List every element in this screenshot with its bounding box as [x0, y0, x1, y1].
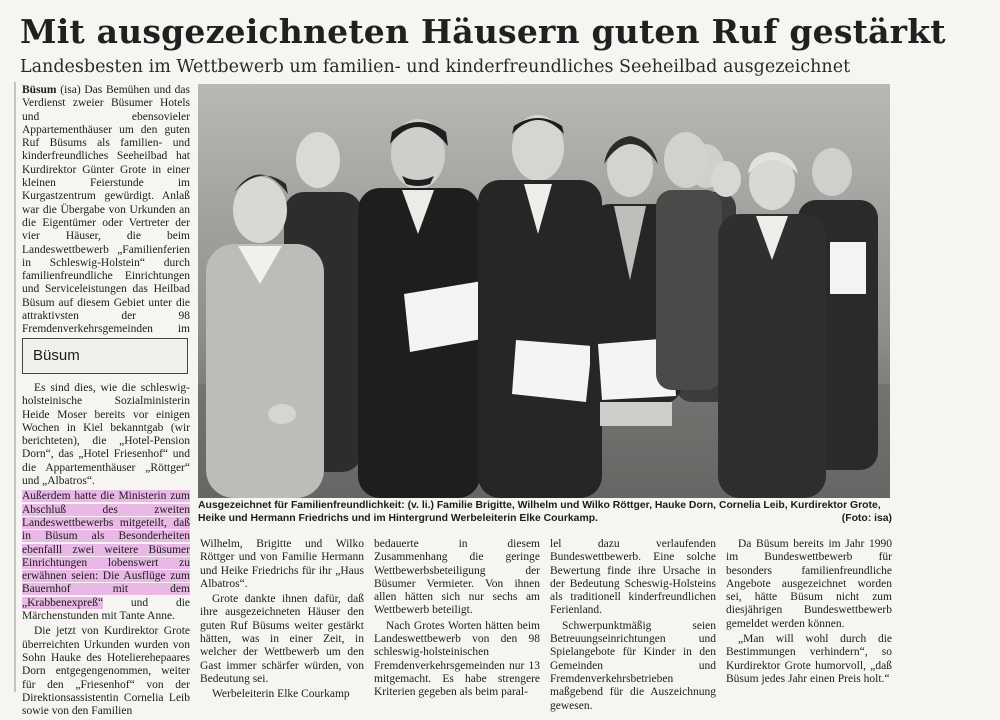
paragraph: Es sind dies, wie die schleswig-holsteinische Sozialministerin Heide Moser bereits vor einigen Wochen in Kiel bekanntgab (wir berichteten), die „Hotel-Pension Dorn“, das „Hotel Friesenhof“ und die Appartementhäuser „Röttger“ und „Albatros“.: [22, 382, 190, 488]
paragraph: Wilhelm, Brigitte und Wilko Röttger und von Familie Hermann und Heike Friedrichs für ihr „Haus Albatros“.: [200, 538, 364, 590]
column-1-lead: [22, 84, 190, 352]
paragraph: Schwerpunktmäßig seien Betreuungseinrichtungen und Spielangebote für Kinder in den Gemeinden und Fremdenverkehrsbetrieben maßgebend für die Auszeichnung gewesen.: [550, 619, 716, 712]
paragraph-continuation: und die Märchenstunden mit Tante Anne.: [22, 596, 190, 623]
left-margin-rule: [14, 82, 16, 692]
subheadline: Landesbesten im Wettbewerb um familien- und kinderfreundliches Seeheilbad ausgezeichnet: [20, 57, 851, 77]
photo-credit: (Foto: isa): [841, 513, 892, 524]
column-1-body: [22, 382, 190, 720]
paragraph: Grote dankte ihnen dafür, daß ihre ausgezeichneten Häuser den guten Ruf Büsums weiter gestärkt hätten, was in einer Zeit, in welcher der Wettbewerb um den Gast immer schärfer würden, von Bedeutung sei.: [200, 593, 364, 685]
location-box: Büsum: [22, 338, 188, 374]
caption-text: Ausgezeichnet für Familienfreundlichkeit: (v. li.) Familie Brigitte, Wilhelm und Wilko Röttger, Hauke Dorn, Cornelia Leib, Kurdirektor Grote, Heike und Hermann Friedrichs und im Hintergrund Werbeleiterin Elke Courkamp.: [198, 500, 881, 524]
photo-caption: [198, 499, 892, 525]
headline: Mit ausgezeichneten Häusern guten Ruf gestärkt: [20, 12, 946, 51]
paragraph: Nach Grotes Worten hätten beim Landeswettbewerb von den 98 schleswig-holsteinischen Fremdenverkehrsgemeinden nur 13 mitgemacht. Es habe strengere Kriterien gegeben als beim paral-: [374, 619, 540, 699]
column-4: [550, 538, 716, 715]
paragraph: lel dazu verlaufenden Bundeswettbewerb. Eine solche Bewertung finde ihre Ursache in der Bedeutung Scheswig-Holsteins als traditionell kinderfreundlichen Ferienland.: [550, 538, 716, 617]
paragraph: bedauerte in diesem Zusammenhang die geringe Wettbewerbsbeteiligung der Büsumer Vermieter. Von ihnen allen hätten sich nur sechs am Wettbewerb beteiligt.: [374, 538, 540, 617]
group-photo: [198, 84, 890, 498]
lead-paragraph: (isa) Das Bemühen und das Verdienst zweier Büsumer Hotels und ebensovieler Appartementhäuser um den guten Ruf Büsums als familien- und kinderfreundliches Seeheilbad hat Kurdirektor Günter Grote in einer kleinen Feierstunde im Kurgastzentrum gewürdigt. Anlaß war die Übergabe von Urkunden an die Eigentümer oder Vertreter der vier Häuser, die beim Landeswettbewerb „Familienferien in Schleswig-Holstein“ durch familienfreundliche Einrichtungen und Serviceleistungen das Heilbad Büsum auf diesem Gebiet unter die attraktivsten der 98 Fremdenverkehrsgemeinden im: [22, 84, 190, 336]
highlighted-passage: Außerdem hatte die Ministerin zum Abschluß des zweiten Landeswettbewerbs mitgeteilt, daß in Büsum als Besonderheiten ebenfalll zwei weitere Büsumer Einrichtungen lobenswert zu erwähnen seien: Die Ausflüge zum Bauernhof mit dem „Krabbenexpreß“: [22, 490, 190, 609]
column-5: [726, 538, 892, 688]
paragraph: Da Büsum bereits im Jahr 1990 im Bundeswettbewerb für besonders familienfreundliche Angebote ausgezeichnet worden sei, hätte Büsum nicht zum diesjährigen Bundeswettbewerb gemeldet werden können.: [726, 538, 892, 630]
column-3: [374, 538, 540, 702]
column-2: [200, 538, 364, 704]
paragraph: Werbeleiterin Elke Courkamp: [212, 688, 350, 701]
paragraph: „Man will wohl durch die Bestimmungen verhindern“, so Kurdirektor Grote humorvoll, „daß Büsum jedes Jahr einen Preis holt.“: [726, 633, 892, 685]
group-photo-image: [198, 84, 890, 498]
dateline: Büsum: [22, 84, 57, 96]
paragraph: Die jetzt von Kurdirektor Grote überreichten Urkunden wurden von Sohn Hauke des Hotelierehepaares Dorn entgegengenommen, weiter für den „Friesenhof“ von der Direktionsassistentin Cornelia Leib sowie von den Familien: [22, 625, 190, 718]
